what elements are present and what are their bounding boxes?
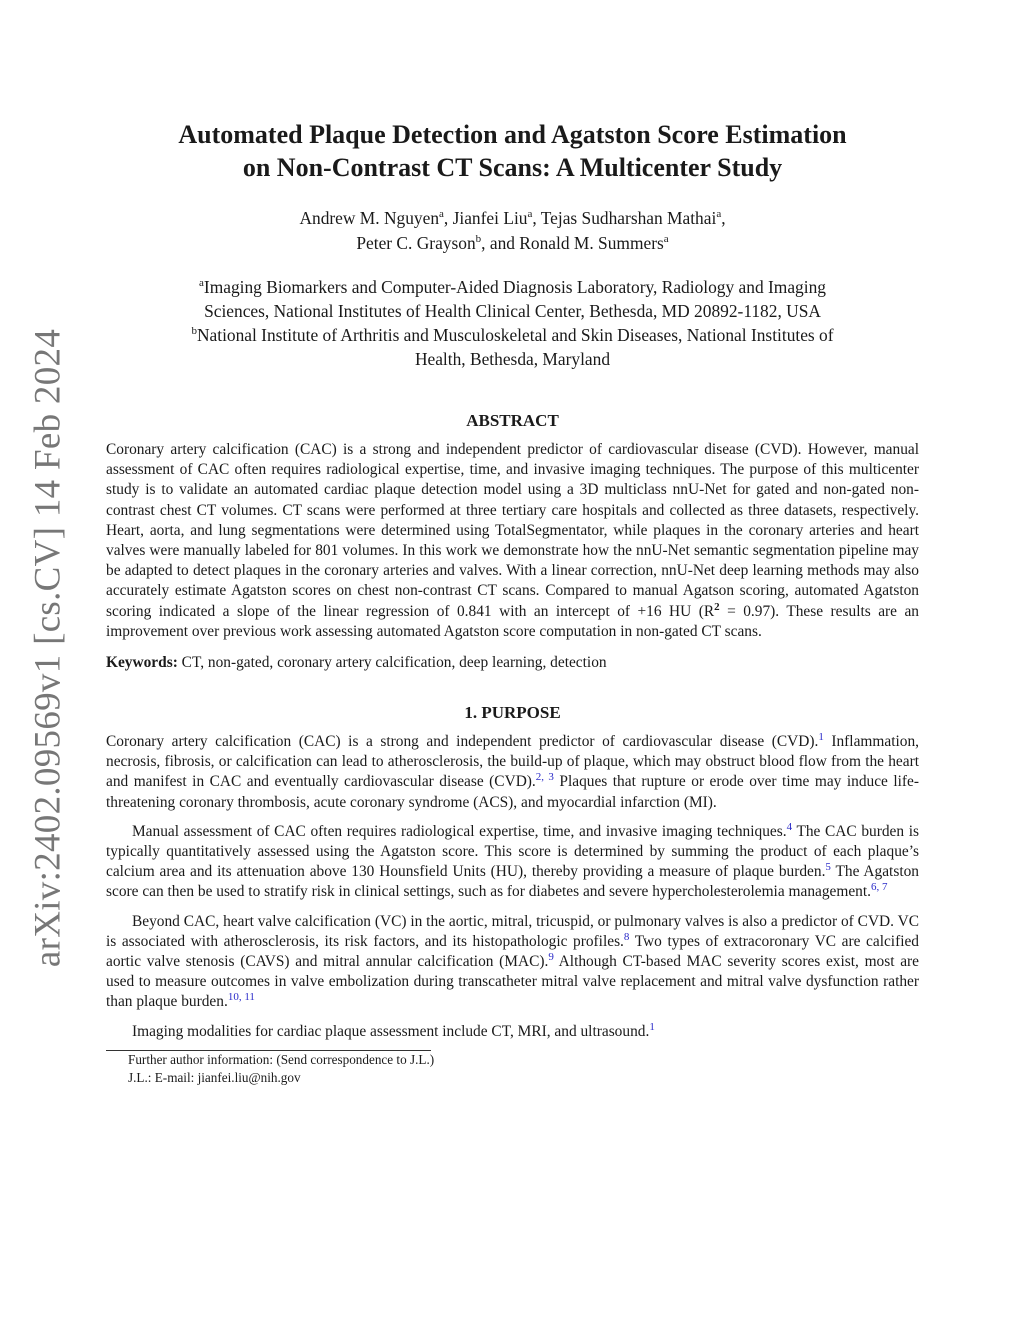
keywords-list: CT, non-gated, coronary artery calcification, deep learning, detection [177, 654, 607, 672]
citation-link[interactable]: 6, 7 [871, 881, 888, 894]
footnote-email: J.L.: E-mail: jianfei.liu@nih.gov [128, 1069, 301, 1085]
author-mathai: , Tejas Sudharshan Mathai [532, 208, 717, 228]
affiliation-list [106, 275, 919, 371]
keywords-label: Keywords: [106, 654, 178, 672]
affil-b-line-1: National Institute of Arthritis and Musculoskeletal and Skin Diseases, National Institutes of [196, 325, 834, 345]
author-grayson: Peter C. Grayson [356, 233, 476, 253]
title-line-2: on Non-Contrast CT Scans: A Multicenter Study [242, 153, 783, 182]
author-affil-mark: a [716, 208, 722, 221]
author-affil-mark: b [475, 233, 482, 246]
author-summers: , and Ronald M. Summers [481, 233, 664, 253]
footnote-author-info: Further author information: (Send correspondence to J.L.) [128, 1051, 435, 1067]
citation-link[interactable]: 2, 3 [535, 771, 554, 784]
paragraph [106, 912, 919, 1013]
paragraph-text: Inflammation, necrosis, fibrosis, or calcification can lead to atherosclerosis, the build-up of plaque, which may obstruct blood flow from the heart and manifest in CAC and eventually cardiovascular disease (CVD). [106, 733, 919, 791]
author-nguyen: Andrew M. Nguyen [299, 208, 440, 228]
abstract-heading: ABSTRACT [466, 411, 559, 430]
paragraph [106, 1022, 919, 1042]
abstract-body: Coronary artery calcification (CAC) is a strong and independent predictor of cardiovascular disease (CVD). However, manual assessment of CAC often requires radiological expertise, time, and invasive imaging techniques. The purpose of this multicenter study is to validate an automated cardiac plaque detection model using a 3D multiclass nnU-Net for gated and non-gated non-contrast chest CT volumes. CT scans were performed at three tertiary care hospitals and collected as three datasets, respectively. Heart, aorta, and lung segmentations were determined using TotalSegmentator, while plaques in the coronary arteries and heart valves were manually labeled for 801 volumes. In this work we demonstrate how the nnU-Net semantic segmentation pipeline may be adapted to detect plaques in the coronary arteries and valves. With a linear correction, nnU-Net deep learning methods may also accurately estimate Agatston scores on chest non-contrast CT scans. Compared to manual Agatson scoring, automated Agatston scoring indicated a slope of the linear regression of 0.841 with an intercept of +16 HU (R [106, 441, 919, 620]
affil-mark-b: b [191, 325, 197, 338]
title-line-1: Automated Plaque Detection and Agatston Score Estimation [178, 120, 847, 149]
affil-b-line-2: Health, Bethesda, Maryland [414, 349, 611, 369]
paragraph [106, 732, 919, 813]
citation-link[interactable]: 8 [623, 930, 630, 943]
affil-mark-a: a [199, 277, 204, 290]
section-heading-purpose: 1. PURPOSE [464, 703, 561, 723]
r-squared-exponent: 2 [714, 600, 720, 613]
paragraph-text: The CAC burden is typically quantitatively assessed using the Agatston score. This score is determined by summing the product of each plaque’s calcium area and its attenuation above 130 Hounsfield Units (HU), thereby providing a measure of plaque burden. [106, 822, 919, 881]
paragraph-text: Manual assessment of CAC often requires radiological expertise, time, and invasive imaging techniques. [132, 822, 787, 840]
affil-a-line-1: Imaging Biomarkers and Computer-Aided Diagnosis Laboratory, Radiology and Imaging [203, 277, 826, 297]
paper-page [106, 118, 919, 1087]
paragraph-text: Beyond CAC, heart valve calcification (VC) in the aortic, mitral, tricuspid, or pulmonary valves is also a predictor of CVD. VC is associated with atherosclerosis, its risk factors, and its histopathologic profiles. [106, 912, 919, 950]
author-separator: , [721, 208, 726, 228]
paragraph-text: Coronary artery calcification (CAC) is a strong and independent predictor of cardiovascular disease (CVD). [106, 733, 819, 751]
affil-a-line-2: Sciences, National Institutes of Health Clinical Center, Bethesda, MD 20892-1182, USA [204, 301, 821, 321]
citation-link[interactable]: 1 [818, 730, 824, 743]
paragraph-text: Imaging modalities for cardiac plaque assessment include CT, MRI, and ultrasound. [132, 1022, 650, 1040]
abstract-body-end: = 0.97). These results are an improvement over previous work assessing automated Agatston score computation in non-gated CT scans. [106, 602, 919, 640]
keywords [106, 653, 919, 673]
author-affil-mark: a [439, 208, 444, 221]
citation-link[interactable]: 5 [825, 861, 831, 874]
author-list [106, 206, 919, 256]
paragraph [106, 822, 919, 903]
citation-link[interactable]: 4 [786, 820, 793, 833]
paragraph-text: Two types of extracoronary VC are calcified aortic valve stenosis (CAVS) and mitral annular calcification (MAC). [106, 932, 920, 971]
arxiv-identifier: arXiv:2402.09569v1 [cs.CV] 14 Feb 2024 [27, 328, 69, 968]
citation-link[interactable]: 10, 11 [227, 991, 255, 1004]
paragraph-text: The Agatston score can then be used to stratify risk in clinical settings, such as for diabetes and severe hypercholesterolemia management. [106, 863, 919, 901]
author-affil-mark: a [527, 208, 533, 221]
citation-link[interactable]: 9 [548, 950, 554, 963]
author-liu: , Jianfei Liu [443, 208, 528, 228]
paragraph-text: Although CT-based MAC severity scores exist, most are used to measure outcomes in valve embolization during transcatheter mitral valve replacement and mitral valve dysfunction rather than plaque burden. [106, 953, 919, 1011]
abstract-text [106, 440, 919, 642]
paragraph-text: Plaques that rupture or erode over time may induce life-threatening coronary thrombosis, acute coronary syndrome (ACS), and myocardial infarction (MI). [106, 773, 919, 811]
citation-link[interactable]: 1 [649, 1020, 655, 1033]
paper-title [106, 118, 919, 184]
author-affil-mark: a [663, 233, 669, 246]
